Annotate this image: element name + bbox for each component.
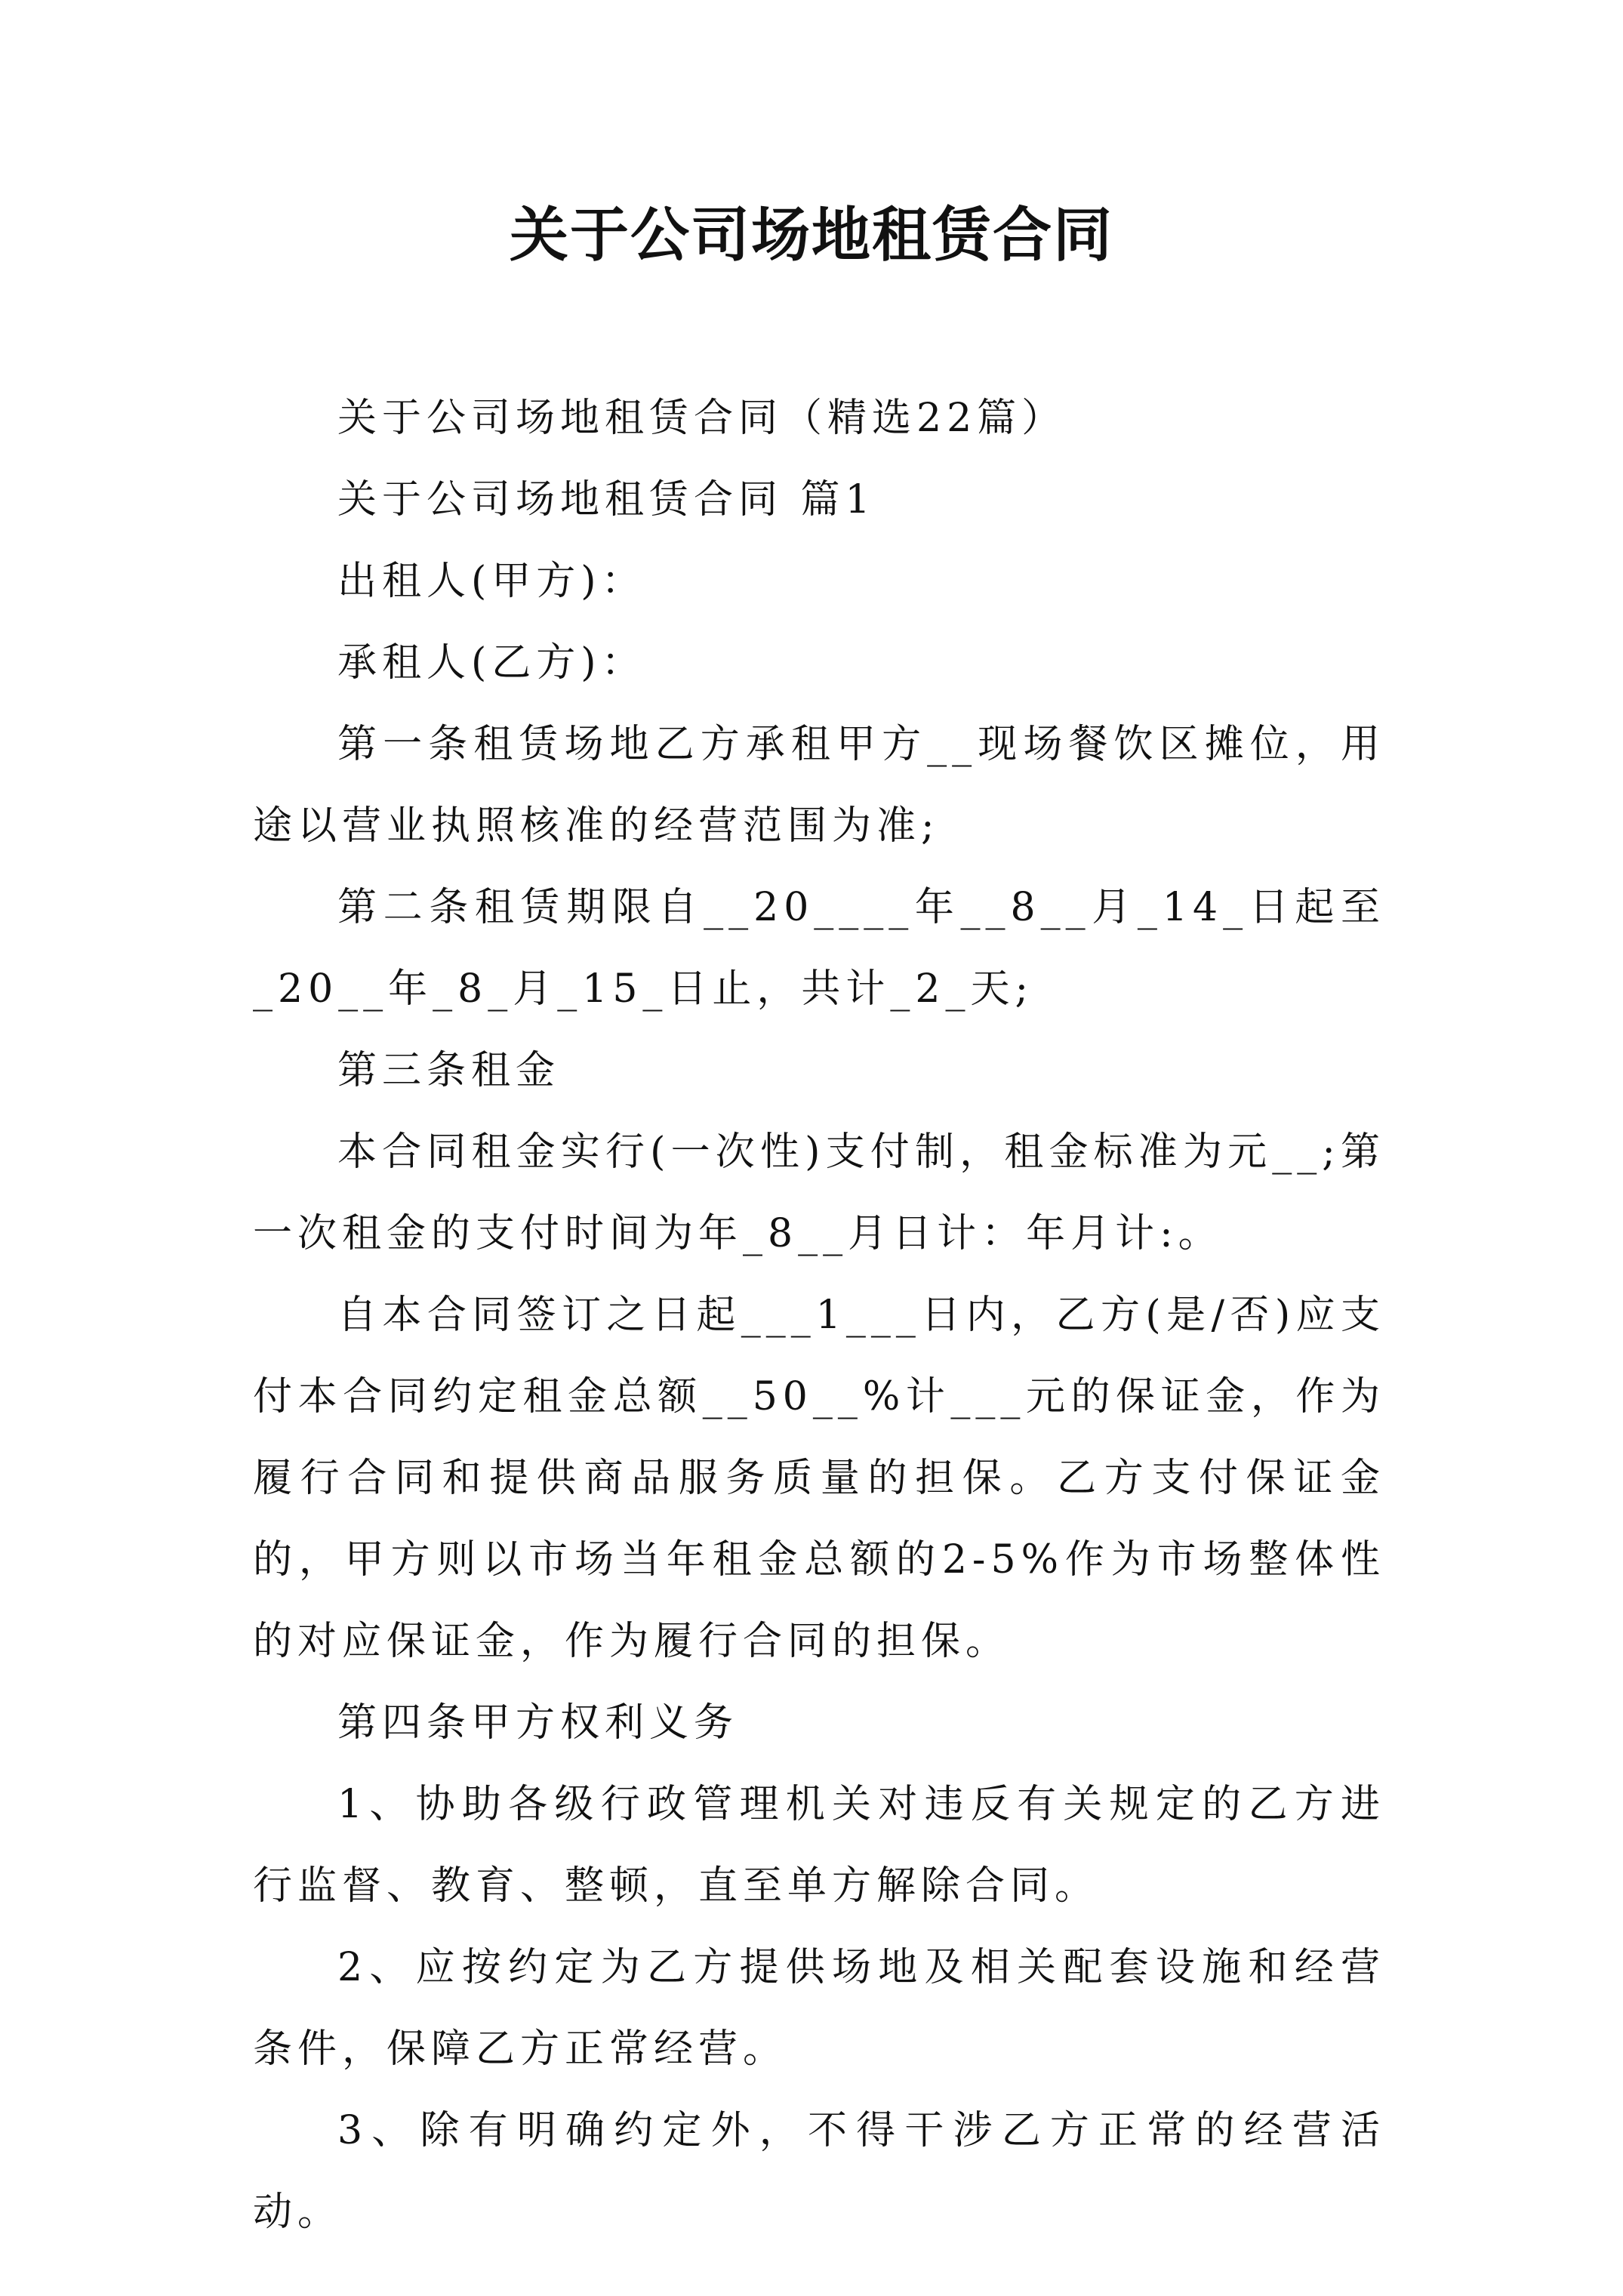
paragraph-deposit: 自本合同签订之日起___1___日内，乙方(是/否)应支付本合同约定租金总额__50__%计___元的保证金，作为履行合同和提供商品服务质量的担保。乙方支付保证金的，甲方则以市场当年租金总额的2-5%作为市场整体性的对应保证金，作为履行合同的担保。	[253, 1293, 1385, 1664]
document-body	[253, 378, 1385, 2253]
paragraph-subtitle: 关于公司场地租赁合同（精选22篇）	[337, 396, 1067, 441]
paragraph-rent-payment: 本合同租金实行(一次性)支付制，租金标准为元__;第一次租金的支付时间为年_8__月日计：年月计:。	[253, 1130, 1385, 1256]
document-title: 关于公司场地租赁合同	[509, 201, 1113, 270]
paragraph-article-3-heading: 第三条租金	[337, 1048, 561, 1093]
paragraph-article-1: 第一条租赁场地乙方承租甲方__现场餐饮区摊位，用途以营业执照核准的经营范围为准;	[253, 722, 1385, 849]
paragraph-article-4-heading: 第四条甲方权利义务	[337, 1700, 739, 1746]
paragraph-lessee: 承租人(乙方)：	[337, 640, 646, 686]
paragraph-lessor: 出租人(甲方)：	[337, 559, 646, 604]
paragraph-duty-1: 1、协助各级行政管理机关对违反有关规定的乙方进行监督、教育、整顿，直至单方解除合同。	[253, 1782, 1385, 1909]
paragraph-duty-3: 3、除有明确约定外，不得干涉乙方正常的经营活动。	[253, 2108, 1385, 2235]
paragraph-duty-2: 2、应按约定为乙方提供场地及相关配套设施和经营条件，保障乙方正常经营。	[253, 1945, 1385, 2072]
paragraph-article-2: 第二条租赁期限自__20____年__8__月_14_日起至_20__年_8_月_15_日止，共计_2_天;	[253, 885, 1385, 1012]
paragraph-part-heading: 关于公司场地租赁合同 篇1	[337, 477, 876, 522]
